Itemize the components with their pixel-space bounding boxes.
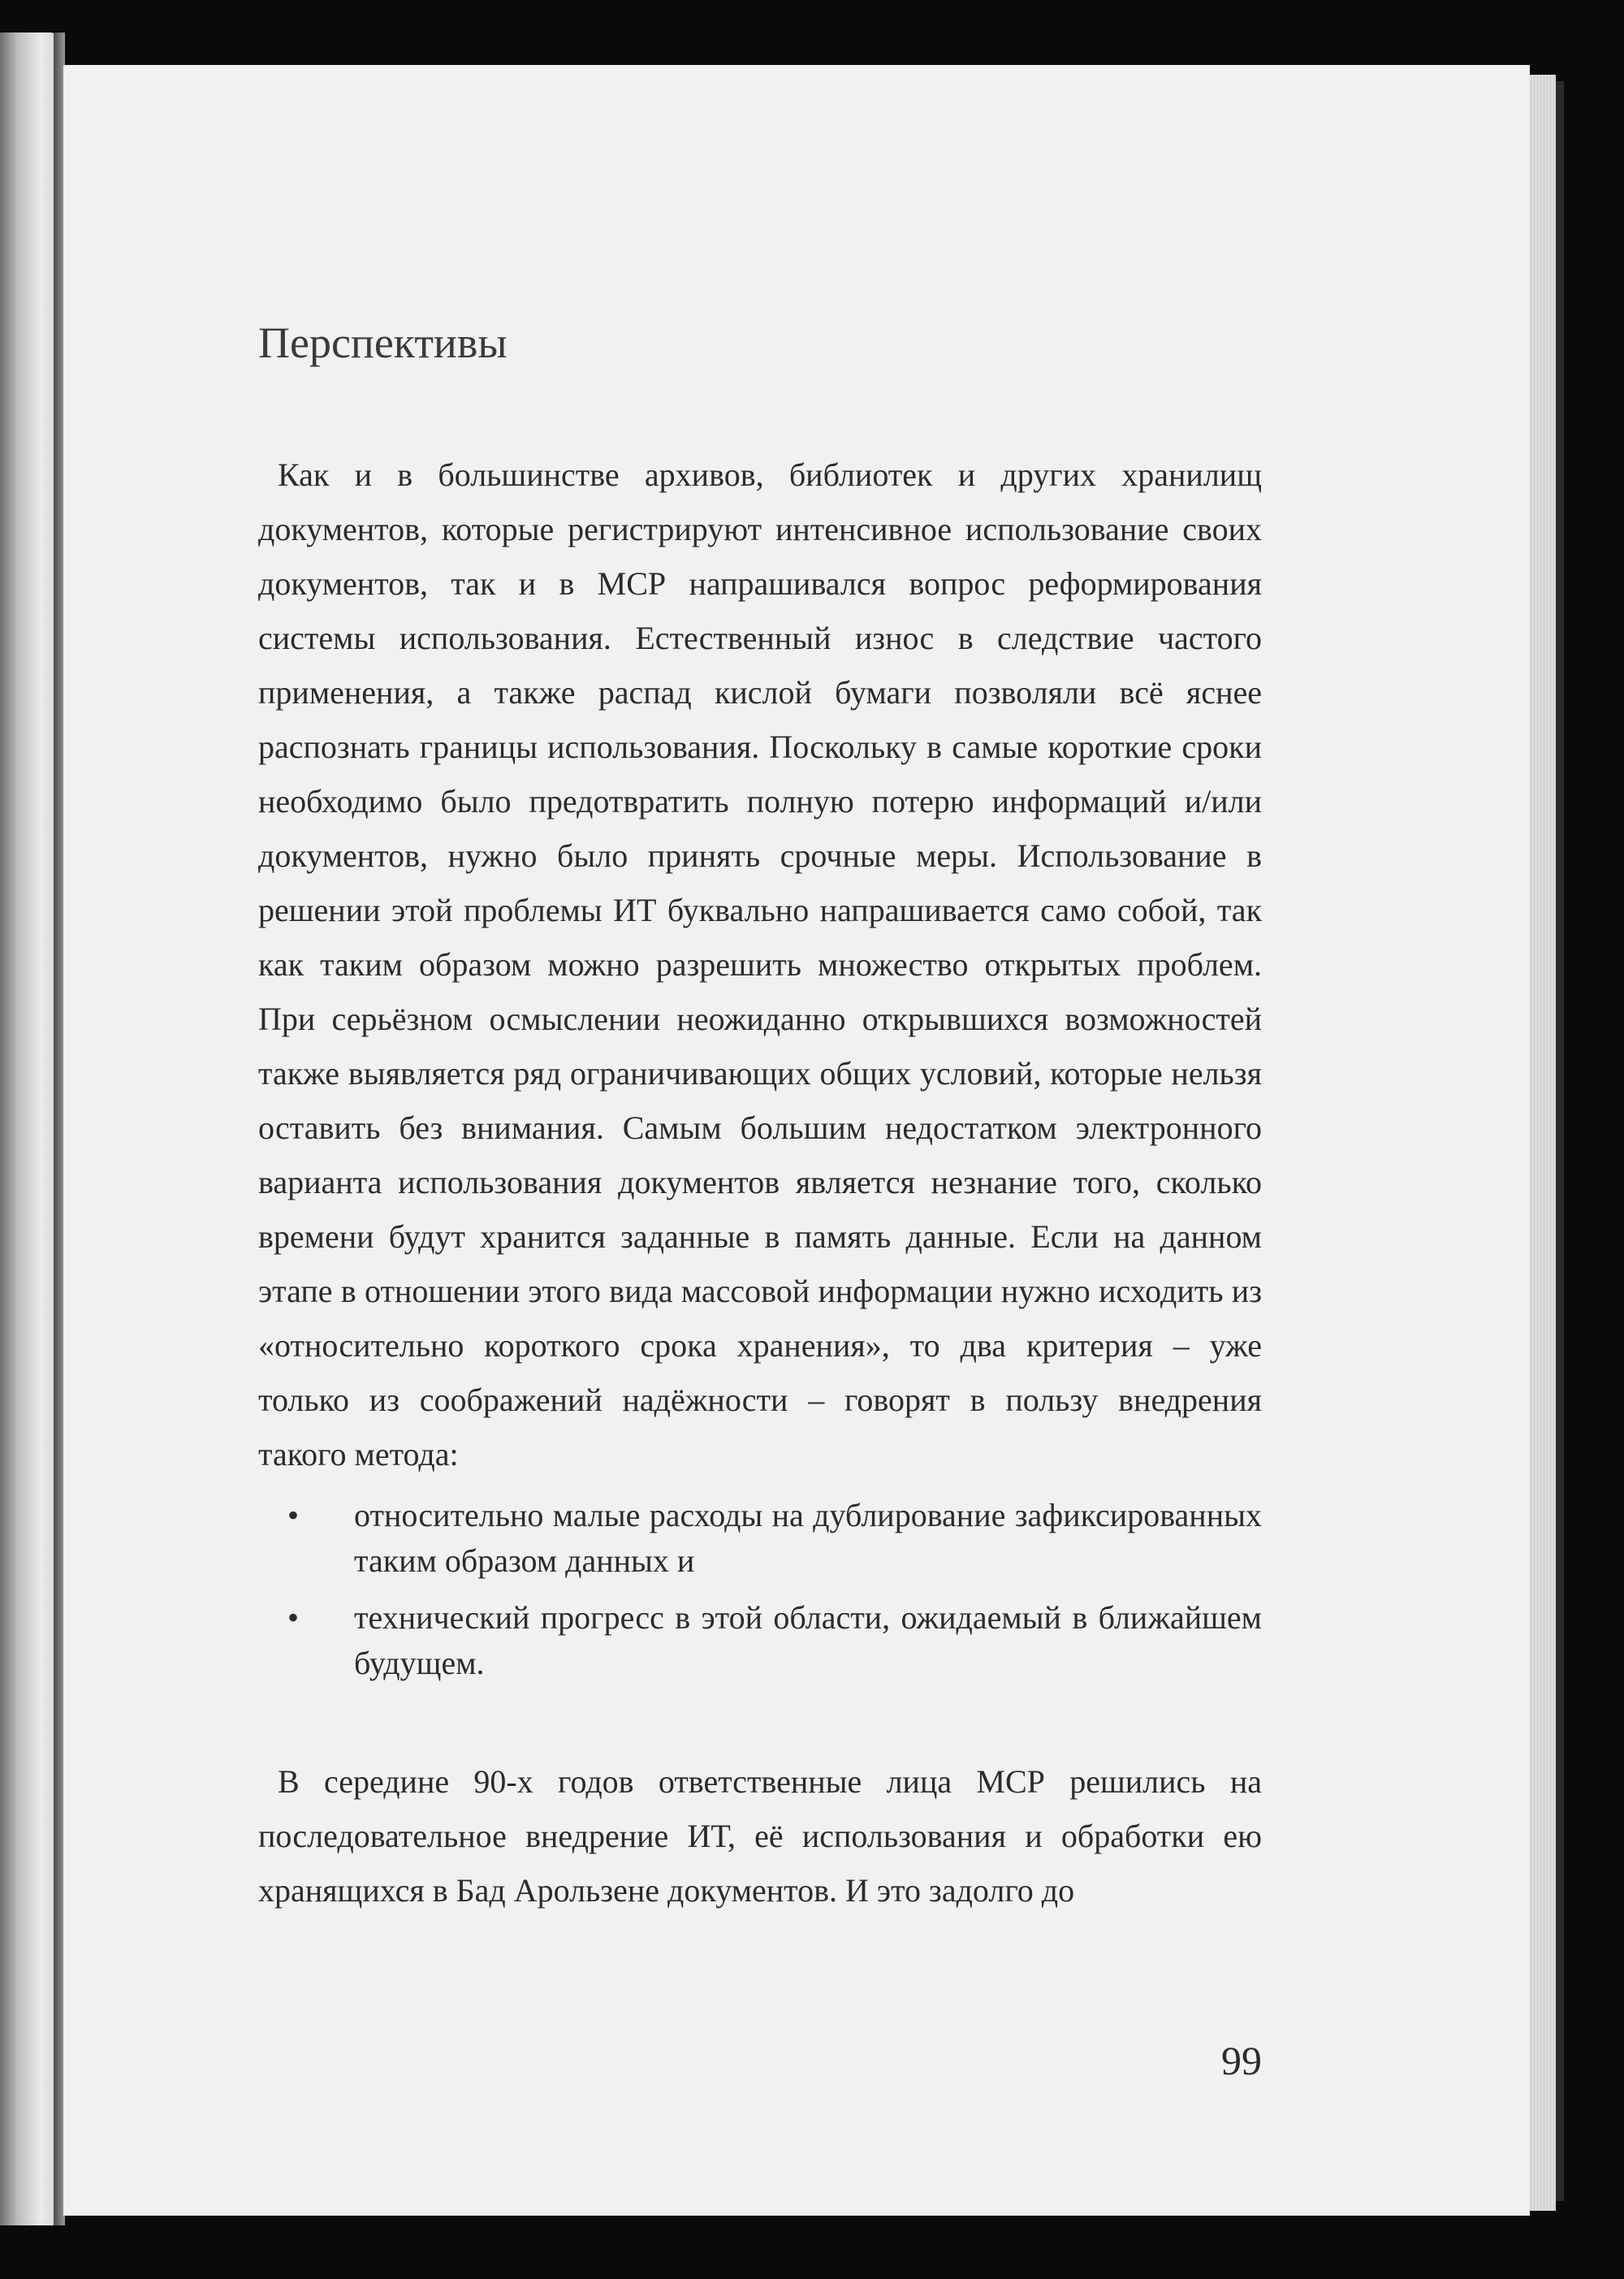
bullet-item-1: • относительно малые расходы на дублирование зафиксированных таким образом данных и [354, 1493, 1262, 1584]
page-shadow [1556, 81, 1564, 2201]
section-heading: Перспективы [258, 318, 508, 367]
left-page-edge [0, 32, 58, 2225]
paragraph-2: В середине 90-х годов ответственные лица МСР решились на последовательное внедрение ИТ, её использования и обработки ею хранящихся в Бад Арользене документов. И это задолго до [258, 1762, 1262, 1909]
bullet-item-2: • технический прогресс в этой области, ожидаемый в ближайшем будущем. [354, 1595, 1262, 1686]
page-number: 99 [1221, 2038, 1262, 2083]
bullet-list [258, 1493, 1262, 1686]
page-content [258, 317, 1262, 1918]
paragraph-1: Как и в большинстве архивов, библиотек и других хранилищ документов, которые регистрируют интенсивное использование своих документов, так и в МСР напрашивался вопрос реформирования системы использования. Естественный износ в следствие частого применения, а также распад кислой бумаги позволяли всё яснее распознать границы использования. Поскольку в самые короткие сроки необходимо было предотвратить полную потерю информаций и/или документов, нужно было принять срочные меры. Использование в решении этой проблемы ИТ буквально напрашивается само собой, так как таким образом можно разрешить множество открытых проблем. При серьёзном осмыслении неожиданно открывшихся возможностей также выявляется ряд ограничивающих общих условий, которые нельзя оставить без внимания. Самым большим недостатком электронного варианта использования документов является незнание того, сколько времени будут хранится заданные в память данные. Если на данном этапе в отношении этого вида массовой информации нужно исходить из «относительно короткого срока хранения», то два критерия – уже только из соображений надёжности – говорят в пользу внедрения такого метода: [258, 456, 1262, 1472]
page-stack-edge [1530, 75, 1556, 2211]
